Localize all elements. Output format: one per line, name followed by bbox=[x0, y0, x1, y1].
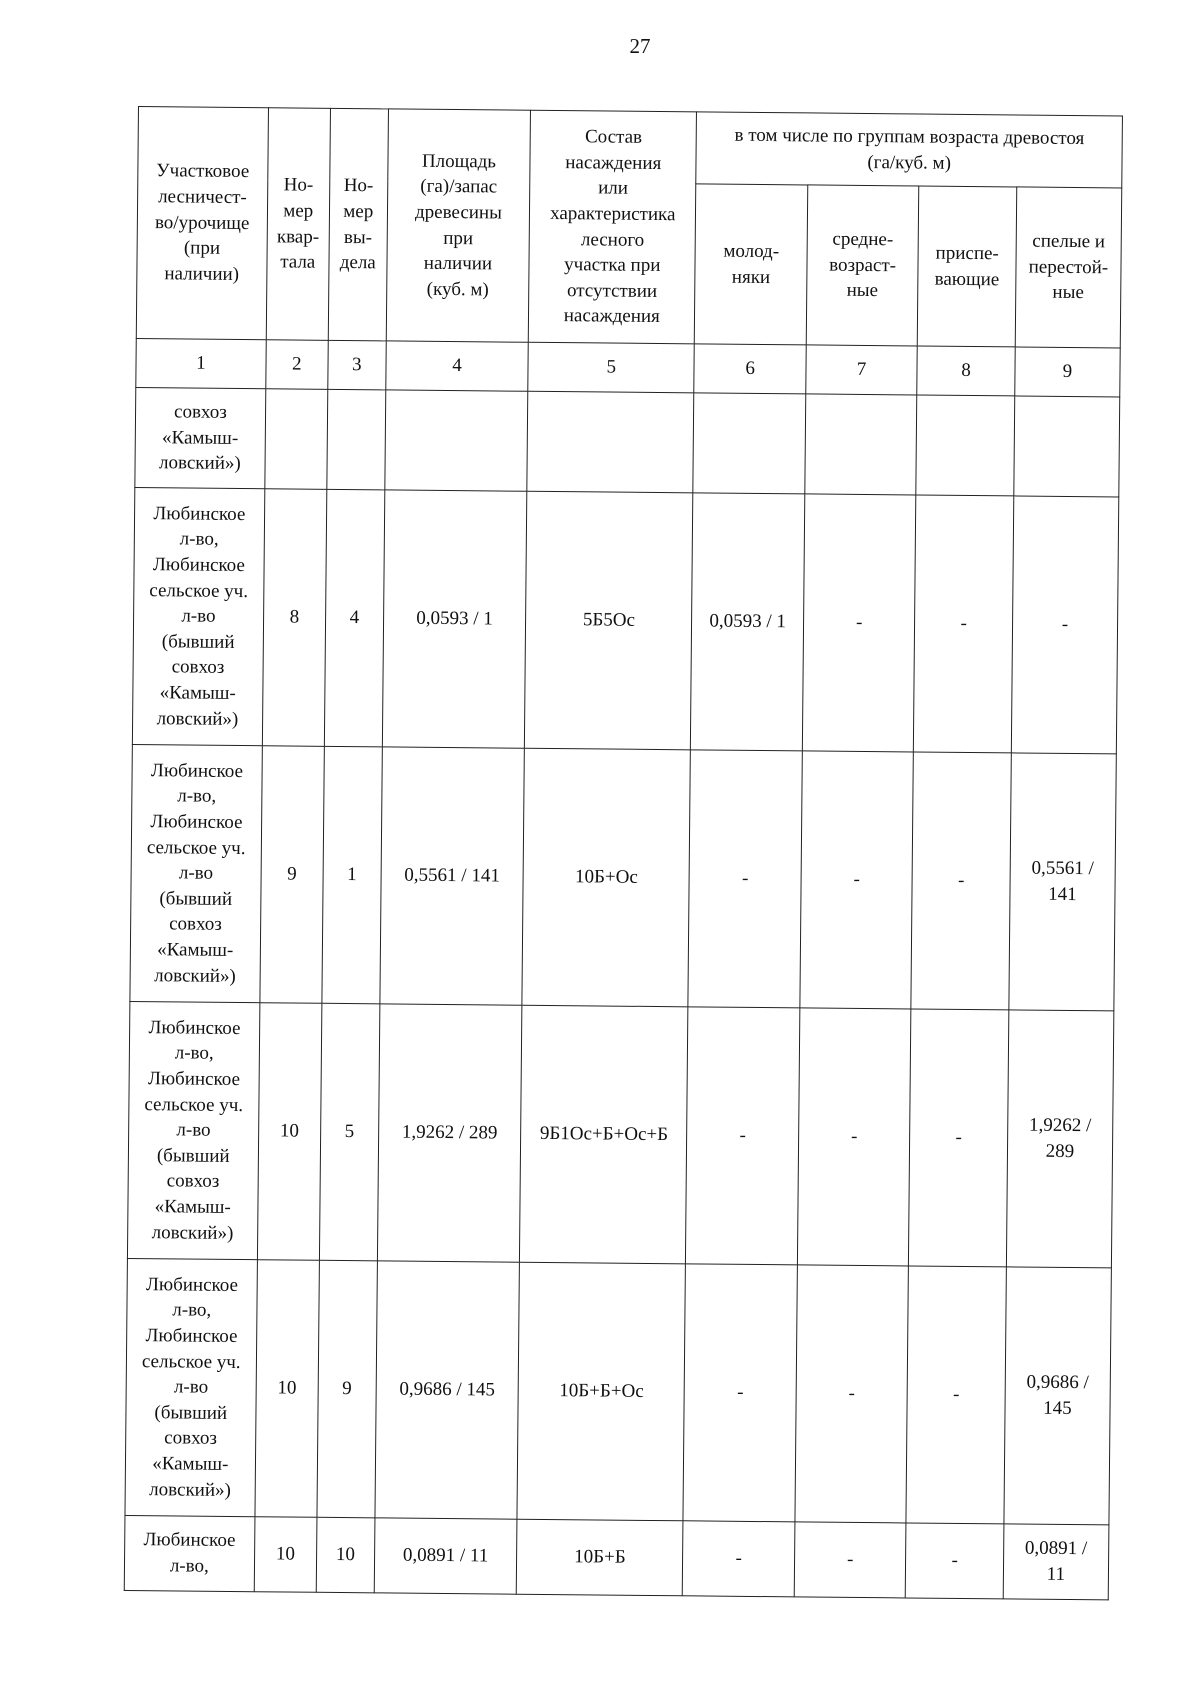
area-cell: 0,0891 / 11 bbox=[374, 1518, 517, 1594]
column-number: 6 bbox=[694, 344, 806, 394]
empty-cell bbox=[527, 391, 694, 493]
column-number: 2 bbox=[265, 340, 328, 390]
young-cell: - bbox=[683, 1521, 795, 1597]
table-row bbox=[125, 1258, 1111, 1524]
header-vydel: Но- мер вы- дела bbox=[328, 108, 388, 341]
ripening-cell: - bbox=[914, 495, 1014, 753]
young-cell: - bbox=[688, 750, 802, 1008]
empty-cell bbox=[916, 395, 1014, 496]
ripening-cell: - bbox=[906, 1523, 1004, 1599]
empty-cell bbox=[327, 389, 386, 490]
header-kvartal: Но- мер квар- тала bbox=[266, 108, 330, 341]
column-number: 4 bbox=[386, 341, 529, 391]
vydel-cell: 1 bbox=[322, 746, 382, 1004]
forestry-name-cell: Любинское л-во, bbox=[124, 1515, 254, 1591]
header-area: Площадь (га)/запас древесины при наличии (куб. м) bbox=[386, 109, 531, 342]
table-row-continuation bbox=[135, 387, 1120, 496]
page-number: 27 bbox=[629, 34, 651, 58]
forestry-name-cell: Любинское л-во, Любинское сельское уч. л-во (бывший совхоз «Камыш- ловский») bbox=[127, 1001, 259, 1259]
column-number: 9 bbox=[1015, 347, 1121, 397]
forestry-name-cell: Любинское л-во, Любинское сельское уч. л-во (бывший совхоз «Камыш- ловский») bbox=[125, 1258, 257, 1516]
ripening-cell: - bbox=[906, 1266, 1006, 1524]
ripening-cell: - bbox=[911, 752, 1011, 1010]
mature-cell: 0,9686 / 145 bbox=[1004, 1267, 1112, 1525]
header-mature: спелые и перестой- ные bbox=[1015, 187, 1122, 348]
mature-cell: 1,9262 / 289 bbox=[1006, 1010, 1114, 1268]
mature-cell: 0,5561 / 141 bbox=[1009, 753, 1117, 1011]
young-cell: 0,0593 / 1 bbox=[691, 493, 805, 751]
header-forestry: Участковое лесничест- во/урочище (при наличии) bbox=[136, 107, 268, 340]
column-number: 8 bbox=[917, 346, 1015, 396]
composition-cell: 5Б5Ос bbox=[525, 491, 694, 750]
middle-aged-cell: - bbox=[800, 751, 914, 1009]
empty-cell bbox=[693, 393, 805, 494]
empty-cell bbox=[1014, 396, 1120, 497]
vydel-cell: 9 bbox=[317, 1260, 377, 1518]
composition-cell: 9Б1Ос+Б+Ос+Б bbox=[520, 1005, 689, 1264]
composition-cell: 10Б+Б bbox=[516, 1519, 683, 1596]
forestry-name-cell: совхоз «Камыш- ловский») bbox=[135, 387, 266, 488]
vydel-cell: 10 bbox=[316, 1517, 375, 1593]
column-number: 1 bbox=[136, 338, 266, 388]
middle-aged-cell: - bbox=[802, 494, 916, 752]
header-ripening: приспе- вающие bbox=[918, 186, 1017, 347]
empty-cell bbox=[265, 389, 328, 490]
table-row bbox=[132, 487, 1118, 753]
table-row bbox=[130, 744, 1116, 1010]
middle-aged-cell: - bbox=[795, 1265, 909, 1523]
forestry-name-cell: Любинское л-во, Любинское сельское уч. л-во (бывший совхоз «Камыш- ловский») bbox=[132, 487, 264, 745]
kvartal-cell: 10 bbox=[255, 1260, 320, 1518]
header-row-top bbox=[138, 107, 1123, 188]
kvartal-cell: 10 bbox=[254, 1517, 317, 1593]
kvartal-cell: 9 bbox=[260, 746, 325, 1004]
middle-aged-cell: - bbox=[797, 1008, 911, 1266]
empty-cell bbox=[385, 390, 529, 491]
header-young: молод- няки bbox=[695, 184, 808, 345]
vydel-cell: 4 bbox=[324, 489, 384, 747]
table-row bbox=[127, 1001, 1113, 1267]
mature-cell: - bbox=[1011, 496, 1119, 754]
ripening-cell: - bbox=[909, 1009, 1009, 1267]
young-cell: - bbox=[686, 1007, 800, 1265]
column-number: 7 bbox=[806, 345, 918, 395]
vydel-cell: 5 bbox=[319, 1003, 379, 1261]
forestry-name-cell: Любинское л-во, Любинское сельское уч. л-во (бывший совхоз «Камыш- ловский») bbox=[130, 744, 262, 1002]
kvartal-cell: 10 bbox=[257, 1003, 322, 1261]
area-cell: 0,5561 / 141 bbox=[380, 747, 525, 1005]
area-cell: 0,9686 / 145 bbox=[375, 1261, 520, 1519]
empty-cell bbox=[805, 394, 917, 495]
column-number: 5 bbox=[528, 342, 695, 393]
header-middle-aged: средне- возраст- ные bbox=[806, 185, 919, 346]
composition-cell: 10Б+Ос bbox=[522, 748, 691, 1007]
young-cell: - bbox=[683, 1264, 797, 1522]
table-row bbox=[124, 1515, 1109, 1599]
column-number: 3 bbox=[328, 340, 386, 390]
mature-cell: 0,0891 / 11 bbox=[1003, 1524, 1109, 1600]
composition-cell: 10Б+Б+Ос bbox=[517, 1262, 686, 1521]
header-composition: Состав насаждения или характеристика лесного участка при отсутствии насаждения bbox=[529, 110, 697, 344]
kvartal-cell: 8 bbox=[262, 489, 327, 747]
forest-plots-table bbox=[124, 106, 1123, 1600]
middle-aged-cell: - bbox=[794, 1522, 906, 1598]
area-cell: 1,9262 / 289 bbox=[377, 1004, 522, 1262]
area-cell: 0,0593 / 1 bbox=[382, 490, 527, 748]
header-age-groups: в том числе по группам возраста древостоя (га/куб. м) bbox=[696, 112, 1122, 188]
